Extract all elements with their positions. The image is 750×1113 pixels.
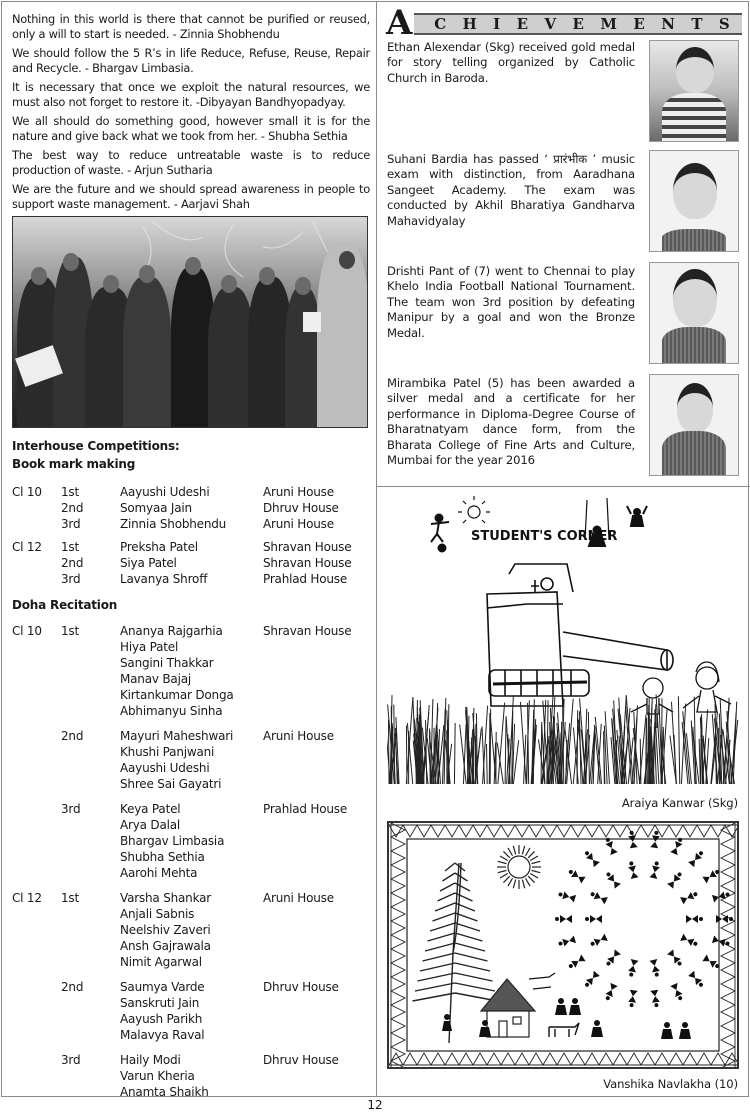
title-letter: I xyxy=(493,15,501,33)
winner-names: Preksha Patel Siya Patel Lavanya Shroff xyxy=(120,540,208,586)
competitions-section xyxy=(12,438,370,1100)
achievement-item xyxy=(387,374,739,468)
participant-name: Abhimanyu Sinha xyxy=(120,704,223,718)
competitions-title: Interhouse Competitions: xyxy=(12,439,180,453)
participant-name: Shubha Sethia xyxy=(120,850,205,864)
student-photo xyxy=(649,150,739,252)
position: 1st xyxy=(61,891,79,905)
student-photo xyxy=(649,262,739,364)
participant-name: Neelshiv Zaveri xyxy=(120,923,211,937)
participant-name: Haily Modi xyxy=(120,1053,181,1067)
winner-names xyxy=(120,1052,263,1100)
participant-name: Bhargav Limbasia xyxy=(120,834,225,848)
position: 2nd xyxy=(61,729,84,743)
house: Aruni House xyxy=(263,729,334,743)
participant-name: Kirtankumar Donga xyxy=(120,688,234,702)
quote: It is necessary that once we exploit the natural resources, we must also not forget to restore it. -Dibyayan Bandhyopadyay. xyxy=(12,80,370,109)
tractor xyxy=(487,564,673,706)
title-letter: E xyxy=(572,15,584,33)
result-row xyxy=(12,623,370,719)
positions: 1st 2nd 3rd xyxy=(61,540,84,586)
group-photo xyxy=(12,216,368,428)
participant-name: Mayuri Maheshwari xyxy=(120,729,234,743)
newsletter-page xyxy=(1,1,749,1097)
position: 3rd xyxy=(61,1053,81,1067)
column-divider xyxy=(376,2,377,1096)
winner-names xyxy=(120,728,263,792)
participant-name: Varsha Shankar xyxy=(120,891,211,905)
achievements-initial: A xyxy=(386,3,413,43)
student-photo xyxy=(649,374,739,476)
left-column xyxy=(12,12,370,1109)
participant-name: Manav Bajaj xyxy=(120,672,191,686)
title-letter: S xyxy=(718,15,730,33)
participant-name: Khushi Panjwani xyxy=(120,745,215,759)
page-number: 12 xyxy=(367,1098,383,1112)
houses: Aruni House Dhruv House Aruni House xyxy=(263,485,339,531)
participant-name: Nimit Agarwal xyxy=(120,955,202,969)
winner-names xyxy=(120,623,263,719)
grass xyxy=(387,694,738,784)
participant-name: Ananya Rajgarhia xyxy=(120,624,223,638)
participant-name: Ansh Gajrawala xyxy=(120,939,211,953)
title-letter: N xyxy=(661,15,675,33)
quotes-section xyxy=(12,12,370,212)
achievement-text: Mirambika Patel (5) has been awarded a silver medal and a certificate for her performance in Diploma-Degree Course of Bharatnatyam dance form, from the Bharata College of Fine Arts and Culture, Mumbai for the year 2016 xyxy=(387,376,635,468)
participant-name: Sangini Thakkar xyxy=(120,656,214,670)
drawing-caption: Vanshika Navlakha (10) xyxy=(603,1077,738,1091)
houses: Shravan House Shravan House Prahlad House xyxy=(263,540,352,586)
house: Prahlad House xyxy=(263,802,348,816)
achievement-item xyxy=(387,150,739,229)
result-row xyxy=(12,890,370,970)
participant-name: Sanskruti Jain xyxy=(120,996,200,1010)
achievement-item xyxy=(387,40,739,86)
sun-doodle xyxy=(458,496,490,523)
house: Dhruv House xyxy=(263,980,339,994)
result-row xyxy=(12,979,370,1043)
title-letter: C xyxy=(434,15,447,33)
title-letter: M xyxy=(600,15,617,33)
class-label: Cl 10 xyxy=(12,485,42,499)
participant-name: Hiya Patel xyxy=(120,640,179,654)
participant-name: Aarohi Mehta xyxy=(120,866,198,880)
position: 2nd xyxy=(61,980,84,994)
title-letter: H xyxy=(462,15,477,33)
achievement-text: Drishti Pant of (7) went to Chennai to play Khelo India Football National Tournament. The team won 3rd position by defeating Manipur by a goal and won the Bronze Medal. xyxy=(387,264,635,340)
student-drawing-2 xyxy=(387,821,739,1069)
participant-name: Malavya Raval xyxy=(120,1028,205,1042)
winner-names xyxy=(120,979,263,1043)
result-row xyxy=(12,728,370,792)
participant-name: Aayushi Udeshi xyxy=(120,761,210,775)
title-letter: E xyxy=(516,15,529,33)
winner-names xyxy=(120,890,263,970)
result-row xyxy=(12,539,370,587)
quote: Nothing in this world is there that cannot be purified or reused, only a will to start is needed. - Zinnia Shobhendu xyxy=(12,12,370,41)
achievements-title-band xyxy=(414,13,742,35)
drawing-tractor-kids xyxy=(387,492,739,784)
class-label xyxy=(12,728,61,792)
achievements-title xyxy=(386,3,742,43)
class-label: Cl 10 xyxy=(12,624,42,638)
positions: 1st 2nd 3rd xyxy=(61,485,84,531)
students-corner-title: STUDENT'S CORNER xyxy=(471,529,618,544)
warli-painting xyxy=(389,823,737,1067)
student-drawing-1 xyxy=(387,492,739,784)
title-letter: E xyxy=(633,15,645,33)
title-letter: V xyxy=(544,15,557,33)
position: 3rd xyxy=(61,802,81,816)
house: Shravan House xyxy=(263,624,352,638)
class-label xyxy=(12,1052,61,1100)
class-label xyxy=(12,801,61,881)
doha-title: Doha Recitation xyxy=(12,598,118,612)
achievement-item xyxy=(387,262,739,341)
house: Dhruv House xyxy=(263,1053,339,1067)
drawing-caption: Araiya Kanwar (Skg) xyxy=(621,796,738,810)
achievement-text: Suhani Bardia has passed ‘ प्रारंभीक ’ music exam with distinction, from Aaradhana Sangeet Academy. The exam was conducted by Akhil Bharatiya Gandharva Mahavidyalay xyxy=(387,152,635,228)
achievement-text: Ethan Alexendar (Skg) received gold medal for story telling organized by Catholic Church in Baroda. xyxy=(387,40,635,85)
result-row xyxy=(12,1052,370,1100)
class-label: Cl 12 xyxy=(12,891,42,905)
participant-name: Keya Patel xyxy=(120,802,181,816)
winner-names: Aayushi Udeshi Somyaa Jain Zinnia Shobhendu xyxy=(120,485,227,531)
position: 1st xyxy=(61,624,79,638)
participant-name: Saumya Varde xyxy=(120,980,205,994)
participant-name: Anamta Shaikh xyxy=(120,1085,209,1099)
class-label: Cl 12 xyxy=(12,540,42,554)
participant-name: Shree Sai Gayatri xyxy=(120,777,222,791)
quote: We should follow the 5 R’s in life Reduce, Refuse, Reuse, Repair and Recycle. - Bhargav Limbasia. xyxy=(12,46,370,75)
house: Aruni House xyxy=(263,891,334,905)
participant-name: Aayush Parikh xyxy=(120,1012,203,1026)
quote: The best way to reduce untreatable waste is to reduce production of waste. - Arjun Sutharia xyxy=(12,148,370,177)
bookmark-title: Book mark making xyxy=(12,457,136,471)
section-divider xyxy=(377,486,750,487)
doha-results xyxy=(12,623,370,1100)
student-photo xyxy=(649,40,739,142)
title-letter: T xyxy=(691,15,703,33)
result-row xyxy=(12,484,370,532)
quote: We all should do something good, however small it is for the nature and give back what we took from her. - Shubha Sethia xyxy=(12,114,370,143)
winner-names xyxy=(120,801,263,881)
quote: We are the future and we should spread awareness in people to support waste management. - Aarjavi Shah xyxy=(12,182,370,211)
participant-name: Varun Kheria xyxy=(120,1069,195,1083)
class-label xyxy=(12,979,61,1043)
participant-name: Arya Dalal xyxy=(120,818,181,832)
result-row xyxy=(12,801,370,881)
participant-name: Anjali Sabnis xyxy=(120,907,195,921)
